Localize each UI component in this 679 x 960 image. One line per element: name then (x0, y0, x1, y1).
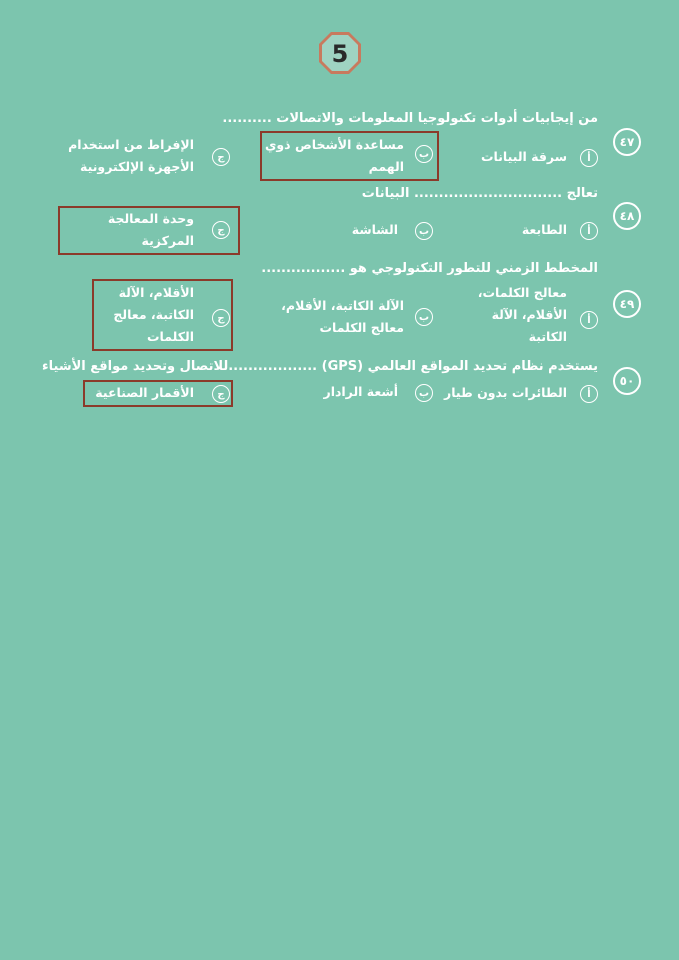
question-number-48: ٤٨ (613, 202, 641, 230)
option-marker-b[interactable]: ب (415, 222, 433, 240)
option-marker-c[interactable]: ج (212, 221, 230, 239)
option-text-47-c: الإفراط من استخدام الأجهزة الإلكترونية (68, 137, 194, 174)
question-number-50: ٥٠ (613, 367, 641, 395)
option-text-49-a: معالج الكلمات، الأقلام، الآلة الكاتبة (477, 285, 567, 344)
option-text-49-c: الأقلام، الآلة الكاتبة، معالج الكلمات (113, 285, 194, 344)
question-text-50: يستخدم نظام تحديد المواقع العالمي (GPS) ..................للاتصال وتحديد مواقع الأشياء (42, 359, 598, 374)
option-text-49-b: الآلة الكاتبة، الأقلام، معالج الكلمات (281, 298, 404, 335)
option-text-48-c: وحدة المعالجة المركزية (107, 211, 194, 248)
question-text-48: تعالج .............................. البيانات (361, 186, 598, 201)
option-marker-c[interactable]: ج (212, 148, 230, 166)
option-marker-c[interactable]: ج (212, 309, 230, 327)
option-marker-a[interactable]: أ (580, 385, 598, 403)
option-marker-a[interactable]: أ (580, 149, 598, 167)
option-text-48-b: الشاشة (351, 222, 398, 237)
question-text-49: المخطط الزمني للتطور التكنولوجي هو ................. (261, 261, 598, 276)
question-text-47: من إيجابيات أدوات تكنولوجيا المعلومات والاتصالات .......... (222, 111, 598, 126)
page-number-badge (318, 31, 362, 75)
option-text-48-a: الطابعة (521, 222, 567, 237)
option-marker-a[interactable]: أ (580, 311, 598, 329)
option-marker-a[interactable]: أ (580, 222, 598, 240)
option-marker-c[interactable]: ج (212, 385, 230, 403)
option-text-47-b: مساعدة الأشخاص ذوي الهمم (264, 137, 404, 174)
option-marker-b[interactable]: ب (415, 384, 433, 402)
question-number-47: ٤٧ (613, 128, 641, 156)
option-text-47-a: سرقة البيانات (480, 149, 567, 164)
option-marker-b[interactable]: ب (415, 145, 433, 163)
option-text-50-c: الأقمار الصناعية (95, 385, 194, 400)
option-marker-b[interactable]: ب (415, 308, 433, 326)
question-number-49: ٤٩ (613, 290, 641, 318)
page-number: 5 (331, 40, 349, 68)
option-text-50-b: أشعة الرادار (323, 384, 398, 399)
option-text-50-a: الطائرات بدون طيار (444, 385, 567, 400)
